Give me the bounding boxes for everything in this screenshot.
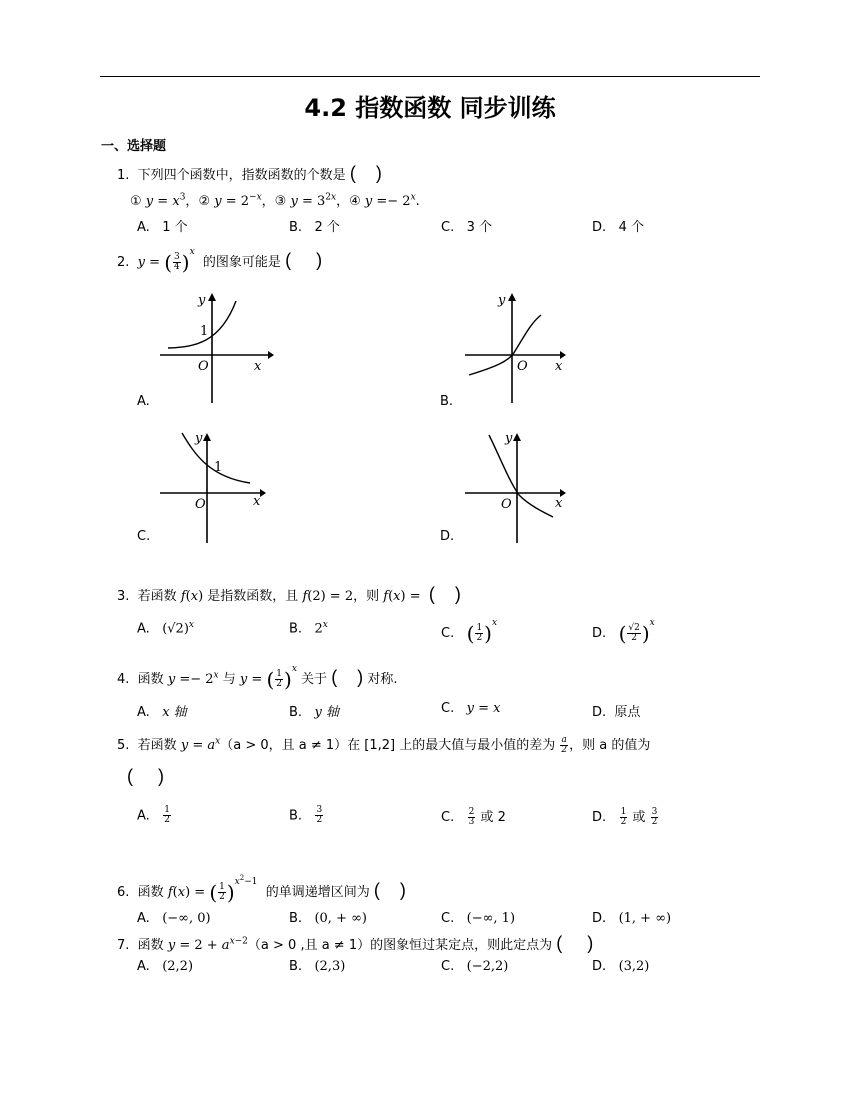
graph-b-y-label: y bbox=[498, 293, 506, 308]
graph-a-origin-label: O bbox=[198, 359, 209, 374]
q3-option-d[interactable]: D. ( $\frac{√2}{2}$ )$^x$ bbox=[592, 618, 655, 646]
q1-option-a[interactable]: A. 1 个 bbox=[137, 220, 188, 235]
q5-option-d[interactable]: D. $\frac{1}{2}$ 或 $\frac{3}{2}$ bbox=[592, 806, 658, 827]
q1-option-b[interactable]: B. 2 个 bbox=[289, 220, 340, 235]
graph-a bbox=[150, 285, 275, 405]
graph-d-x-label: x bbox=[555, 496, 563, 511]
q6-option-c[interactable]: C. (−∞, 1) bbox=[441, 911, 516, 926]
graph-c bbox=[150, 425, 275, 545]
question-1-stem: 1. 下列四个函数中，指数函数的个数是 ( ) bbox=[117, 163, 382, 183]
question-7-stem: 7. 函数 $y = 2 + a^{x-2}(a > 0$ ,且 a ≠ 1）的图象恒过某定点，则此定点为 ( ) bbox=[117, 933, 594, 953]
graph-d bbox=[455, 425, 580, 545]
q7-option-b[interactable]: B. (2,3) bbox=[289, 959, 346, 974]
graph-a-y-label: y bbox=[198, 293, 206, 308]
graph-b-origin-label: O bbox=[517, 359, 528, 374]
graph-b bbox=[455, 285, 580, 405]
question-2-stem: 2. y = ( $\frac{3}{4}$ )$^x$ 的图象可能是 ( ) bbox=[117, 247, 323, 275]
page-title: 4.2 指数函数 同步训练 bbox=[304, 94, 556, 122]
graph-c-one-label: 1 bbox=[214, 460, 223, 475]
question-1-items: ① $y = x^3$，② $y = 2^{-x}$，③ $y = 3^{2x}$，④ $y =- 2^x$. bbox=[130, 192, 420, 209]
graph-b-x-label: x bbox=[555, 359, 563, 374]
top-rule bbox=[100, 76, 760, 77]
q2-option-b[interactable]: B. bbox=[440, 394, 454, 409]
q3-option-a[interactable]: A. $(√2)^x$ bbox=[137, 620, 194, 637]
question-6-stem: 6. 函数 f(x) = ( $\frac{1}{2}$ )$^{x^2-1}$ 的单调递增区间为 ( ) bbox=[117, 874, 406, 905]
q7-option-d[interactable]: D. (3,2) bbox=[592, 959, 650, 974]
q5-option-a[interactable]: A. $\frac{1}{2}$ bbox=[137, 805, 170, 826]
q6-option-b[interactable]: B. (0, + ∞) bbox=[289, 911, 368, 926]
q2-option-c[interactable]: C. bbox=[137, 529, 151, 544]
q3-option-c[interactable]: C. ( $\frac{1}{2}$ )$^x$ bbox=[441, 618, 498, 646]
graph-d-origin-label: O bbox=[501, 497, 512, 512]
q6-option-d[interactable]: D. (1, + ∞) bbox=[592, 911, 672, 926]
q4-option-a[interactable]: A. x 轴 bbox=[137, 705, 187, 720]
graph-a-x-label: x bbox=[254, 359, 262, 374]
question-4-stem: 4. 函数 $y =- 2^x$ 与 y = ( $\frac{1}{2}$ )$^x$ 关于 ( ) 对称. bbox=[117, 664, 398, 692]
q2-option-a[interactable]: A. bbox=[137, 394, 150, 409]
question-5-stem: 5. 若函数 $y = a^x(a > 0$，且 a ≠ 1）在 [1,2] 上的最大值与最小值的差为 $\frac{a}{2}$ ，则 a 的值为 bbox=[117, 734, 651, 755]
graph-d-y-label: y bbox=[505, 431, 513, 446]
q2-option-d[interactable]: D. bbox=[440, 529, 455, 544]
q5-option-c[interactable]: C. $\frac{2}{3}$ 或 2 bbox=[441, 806, 506, 827]
q4-option-b[interactable]: B. y 轴 bbox=[289, 705, 339, 720]
q4-option-c[interactable]: C. y = x bbox=[441, 701, 501, 716]
section-heading: 一、选择题 bbox=[101, 139, 167, 154]
q4-option-d[interactable]: D. 原点 bbox=[592, 705, 641, 720]
q7-option-a[interactable]: A. (2,2) bbox=[137, 959, 194, 974]
graph-c-origin-label: O bbox=[195, 497, 206, 512]
q5-answer-bracket: ( ) bbox=[127, 766, 164, 786]
graph-c-y-label: y bbox=[195, 431, 203, 446]
graph-a-one-label: 1 bbox=[200, 324, 209, 339]
q5-option-b[interactable]: B. $\frac{3}{2}$ bbox=[289, 805, 323, 826]
q7-option-c[interactable]: C. (−2,2) bbox=[441, 959, 509, 974]
graph-c-x-label: x bbox=[253, 494, 261, 509]
q1-option-c[interactable]: C. 3 个 bbox=[441, 220, 493, 235]
q1-option-d[interactable]: D. 4 个 bbox=[592, 220, 644, 235]
q3-option-b[interactable]: B. 2$^x$ bbox=[289, 620, 328, 637]
question-3-stem: 3. 若函数 f(x) 是指数函数，且 f(2) = 2，则 f(x) = ( ) bbox=[117, 584, 461, 604]
q6-option-a[interactable]: A. (−∞, 0) bbox=[137, 911, 211, 926]
